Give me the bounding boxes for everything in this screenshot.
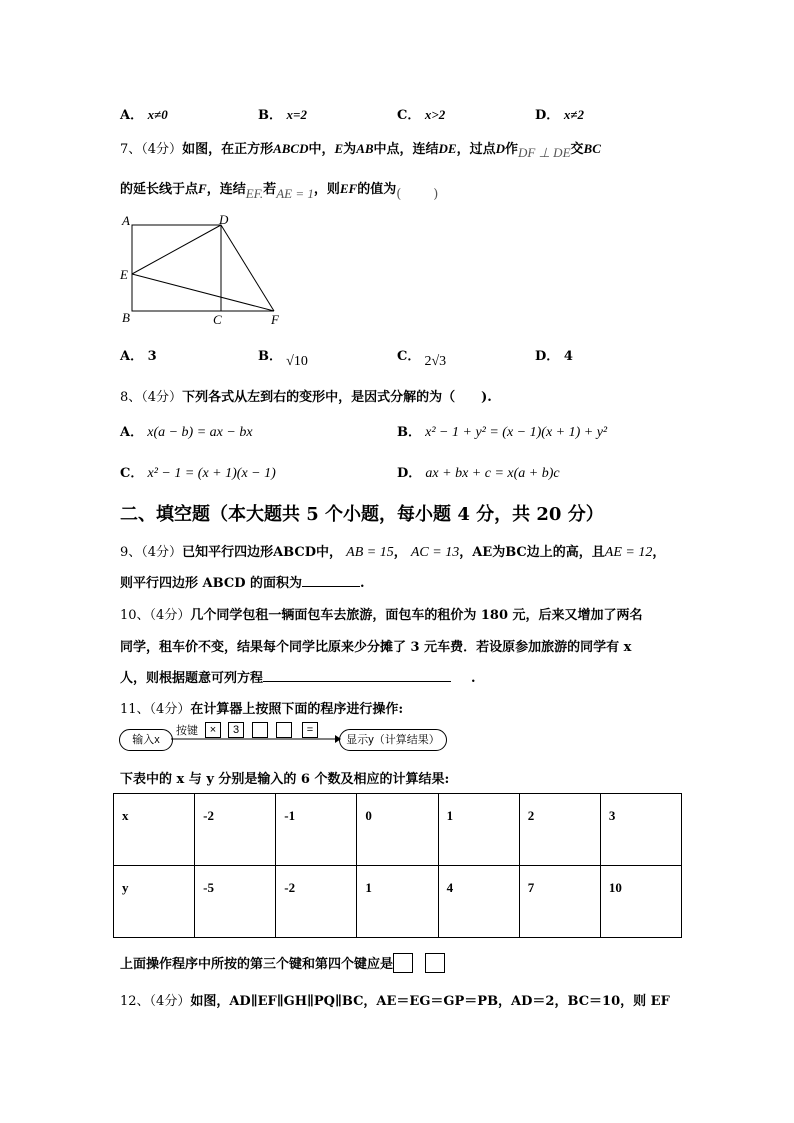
q9-stem-line2: 则平行四边形 ABCD 的面积为 . xyxy=(120,576,365,591)
flow-output-box: 显示y（计算结果） xyxy=(339,729,447,751)
q10-stem-line1: 10、（4分）几个同学包租一辆面包车去旅游，面包车的租价为 180 元，后来又增加了两名 xyxy=(120,608,643,623)
q10-answer-blank[interactable] xyxy=(263,669,451,682)
q7-option-c: C． 2√3 xyxy=(397,349,447,369)
q12-stem: 12、（4分）如图，AD∥EF∥GH∥PQ∥BC，AE＝EG＝GP＝PB，AD＝2，BC＝10，则 EF xyxy=(120,994,670,1009)
segment-de xyxy=(132,225,221,274)
q8-option-d: D． ax + bx + c = x(a + b)c xyxy=(397,466,560,481)
q8-option-c: C． x² − 1 = (x + 1)(x − 1) xyxy=(120,466,276,481)
q7-stem-line2: 的延长线于点F，连结EF.若AE = 1，则EF的值为( ) xyxy=(120,181,441,202)
label-b: B xyxy=(122,310,130,325)
segment-df xyxy=(221,225,274,311)
table-cell: 7 xyxy=(519,866,600,938)
label-d: D xyxy=(219,212,229,227)
q7-stem-line1: 7、（4分）如图，在正方形ABCD中，E为AB中点，连结DE，过点D作DF ⊥ DE交BC xyxy=(120,141,601,160)
table-cell: -2 xyxy=(276,866,357,938)
q6-option-b: B． x=2 xyxy=(258,107,307,123)
table-cell: 4 xyxy=(438,866,519,938)
q7-option-b: B． √10 xyxy=(258,349,308,369)
flow-input-box: 输入x xyxy=(119,729,173,751)
table-cell: 10 xyxy=(600,866,681,938)
table-cell: -2 xyxy=(195,794,276,866)
q8-stem: 8、（4分）下列各式从左到右的变形中，是因式分解的为（ ). xyxy=(120,390,492,405)
q9-answer-blank[interactable] xyxy=(302,574,360,587)
segment-ef xyxy=(132,274,274,311)
flow-key-equals: = xyxy=(302,722,318,738)
q11-answer-box-2[interactable] xyxy=(425,953,445,973)
q6-option-c: C． x>2 xyxy=(397,107,446,123)
q10-stem-line3: 人，则根据题意可列方程 . xyxy=(120,671,476,686)
flow-key-multiply: × xyxy=(205,722,221,738)
label-f: F xyxy=(271,312,279,327)
q7-geometry-figure xyxy=(114,210,294,330)
table-cell: 3 xyxy=(600,794,681,866)
label-e: E xyxy=(120,267,128,282)
table-cell: 2 xyxy=(519,794,600,866)
square-abcd xyxy=(132,225,221,311)
table-row-y xyxy=(114,866,682,938)
q11-xy-table xyxy=(113,793,682,938)
q8-option-b: B． x² − 1 + y² = (x − 1)(x + 1) + y² xyxy=(397,425,608,440)
q10-stem-line2: 同学，租车价不变，结果每个同学比原来少分摊了 3 元车费．若设原参加旅游的同学有 x xyxy=(120,640,632,655)
q6-option-d: D． x≠2 xyxy=(535,107,584,123)
q9-stem-line1: 9、（4分）已知平行四边形ABCD中， AB = 15， AC = 13，AE为BC边上的高，且AE = 12， xyxy=(120,545,666,560)
table-cell: -1 xyxy=(276,794,357,866)
table-row-x xyxy=(114,794,682,866)
table-cell: y xyxy=(114,866,195,938)
flow-keys-label: 按键 xyxy=(176,725,198,737)
flow-arrow xyxy=(171,734,341,744)
label-a: A xyxy=(122,213,130,228)
table-cell: x xyxy=(114,794,195,866)
q6-option-a: A． x≠0 xyxy=(120,107,168,123)
flow-key-3: 3 xyxy=(228,722,244,738)
q7-option-d: D． 4 xyxy=(535,349,573,364)
q11-question: 上面操作程序中所按的第三个键和第四个键应是 xyxy=(120,953,445,973)
table-cell: 1 xyxy=(438,794,519,866)
q11-stem: 11、（4分）在计算器上按照下面的程序进行操作: xyxy=(120,702,404,717)
table-cell: -5 xyxy=(195,866,276,938)
table-cell: 1 xyxy=(357,866,438,938)
q7-option-a: A． 3 xyxy=(120,349,157,364)
q11-answer-box-1[interactable] xyxy=(393,953,413,973)
section2-title: 二、填空题（本大题共 5 个小题，每小题 4 分，共 20 分） xyxy=(120,504,604,525)
label-c: C xyxy=(213,312,222,327)
q8-option-a: A． x(a − b) = ax − bx xyxy=(120,425,253,440)
q11-table-intro: 下表中的 x 与 y 分别是输入的 6 个数及相应的计算结果: xyxy=(120,772,450,787)
table-cell: 0 xyxy=(357,794,438,866)
